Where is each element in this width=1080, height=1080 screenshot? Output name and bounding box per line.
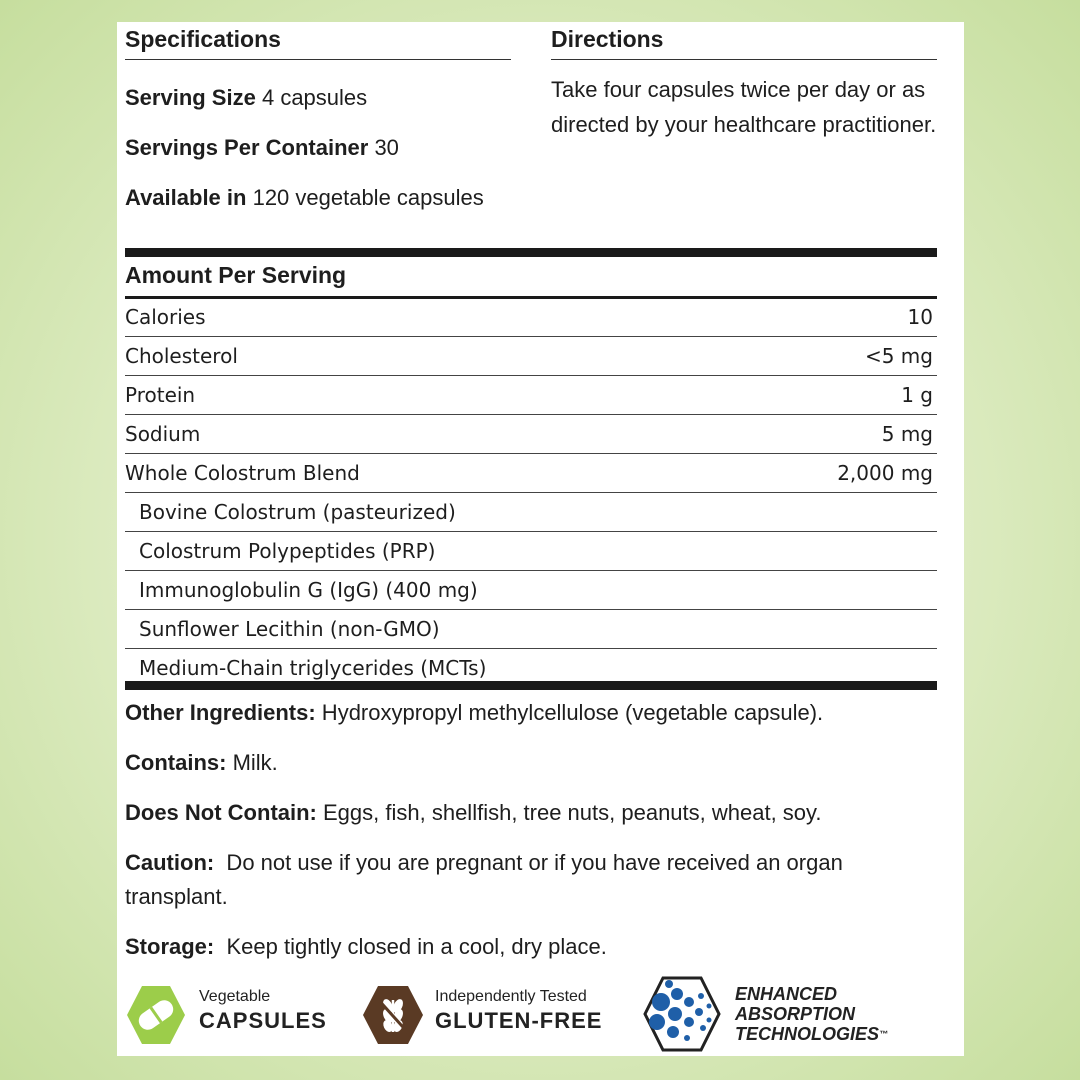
- table-bottom-rule: [125, 681, 937, 690]
- nutrient-name: Calories: [125, 305, 206, 329]
- nutrient-name: Colostrum Polypeptides (PRP): [139, 539, 436, 563]
- available-label: Available in: [125, 185, 247, 210]
- badge-row: [125, 972, 964, 1056]
- table-row: [125, 337, 937, 376]
- nutrition-table: [125, 298, 937, 687]
- table-row: [125, 532, 937, 571]
- other-ingredients-label: Other Ingredients:: [125, 700, 316, 725]
- servings-per-container-value: 30: [374, 135, 399, 160]
- table-row: [125, 493, 937, 532]
- serving-size-label: Serving Size: [125, 85, 256, 110]
- nutrient-amount: <5 mg: [864, 344, 933, 368]
- enhanced-absorption-badge: [639, 972, 939, 1052]
- capsules-label: CAPSULES: [199, 1008, 327, 1033]
- nutrient-amount: 5 mg: [881, 422, 933, 446]
- capsule-hexagon-icon: [125, 984, 187, 1046]
- caution: [125, 846, 937, 914]
- serving-size-value: 4 capsules: [261, 85, 368, 110]
- nutrient-name: Protein: [125, 383, 196, 407]
- molecule-hexagon-icon: [639, 972, 723, 1056]
- contains-label: Contains:: [125, 750, 227, 775]
- nutrient-name: Sodium: [125, 422, 201, 446]
- table-row: [125, 415, 937, 454]
- nutrient-name: Sunflower Lecithin (non-GMO): [139, 617, 440, 641]
- notes-section: [125, 696, 937, 980]
- servings-per-container-label: Servings Per Container: [125, 135, 369, 160]
- contains-text: Milk.: [226, 750, 278, 775]
- storage-text: Keep tightly closed in a cool, dry place.: [214, 934, 607, 959]
- specifications-heading: Specifications: [125, 22, 511, 60]
- absorption-label: ABSORPTION: [735, 1004, 856, 1024]
- does-not-contain-label: Does Not Contain:: [125, 800, 317, 825]
- nutrient-name: Cholesterol: [125, 344, 238, 368]
- table-row: [125, 571, 937, 610]
- caution-text: Do not use if you are pregnant or if you have received an organ transplant.: [125, 850, 849, 909]
- nutrient-amount: 2,000 mg: [837, 461, 933, 485]
- other-ingredients: [125, 696, 937, 730]
- gluten-free-badge: [361, 972, 621, 1052]
- supplement-facts-panel: [117, 22, 964, 1056]
- technologies-text: TECHNOLOGIES: [735, 1024, 880, 1044]
- available-value: 120 vegetable capsules: [252, 185, 484, 210]
- vegetable-capsules-badge: [125, 972, 345, 1052]
- amount-per-serving-heading: Amount Per Serving: [125, 256, 937, 299]
- directions-text: Take four capsules twice per day or as directed by your healthcare practitioner.: [551, 77, 937, 137]
- table-row: [125, 376, 937, 415]
- wheat-hexagon-icon: [361, 984, 425, 1046]
- does-not-contain-text: Eggs, fish, shellfish, tree nuts, peanuts, wheat, soy.: [316, 800, 822, 825]
- technologies-label: [735, 1024, 888, 1044]
- does-not-contain: [125, 796, 937, 830]
- nutrient-name: Medium-Chain triglycerides (MCTs): [139, 656, 487, 680]
- serving-size: [125, 86, 511, 110]
- contains: [125, 746, 937, 780]
- nutrient-name: Immunoglobulin G (IgG) (400 mg): [139, 578, 478, 602]
- nutrient-amount: 10: [907, 305, 933, 329]
- table-row: [125, 454, 937, 493]
- enhanced-label: ENHANCED: [735, 984, 838, 1004]
- top-section: [125, 22, 937, 222]
- storage-label: Storage:: [125, 934, 215, 959]
- available-in: [125, 186, 511, 210]
- table-row: [125, 610, 937, 649]
- servings-per-container: [125, 136, 511, 160]
- storage: [125, 930, 937, 964]
- nutrient-name: Bovine Colostrum (pasteurized): [139, 500, 456, 524]
- table-row: [125, 298, 937, 337]
- specifications-section: [125, 22, 511, 210]
- nutrient-amount: 1 g: [901, 383, 933, 407]
- vegetable-label: Vegetable: [199, 988, 271, 1005]
- trademark-symbol: ™: [879, 1029, 889, 1039]
- nutrient-name: Whole Colostrum Blend: [125, 461, 360, 485]
- other-ingredients-text: Hydroxypropyl methylcellulose (vegetable capsule).: [315, 700, 824, 725]
- directions-section: [551, 22, 937, 142]
- gluten-free-label: GLUTEN-FREE: [435, 1008, 603, 1033]
- independently-tested-label: Independently Tested: [435, 988, 587, 1005]
- directions-heading: Directions: [551, 22, 937, 60]
- caution-label: Caution:: [125, 850, 215, 875]
